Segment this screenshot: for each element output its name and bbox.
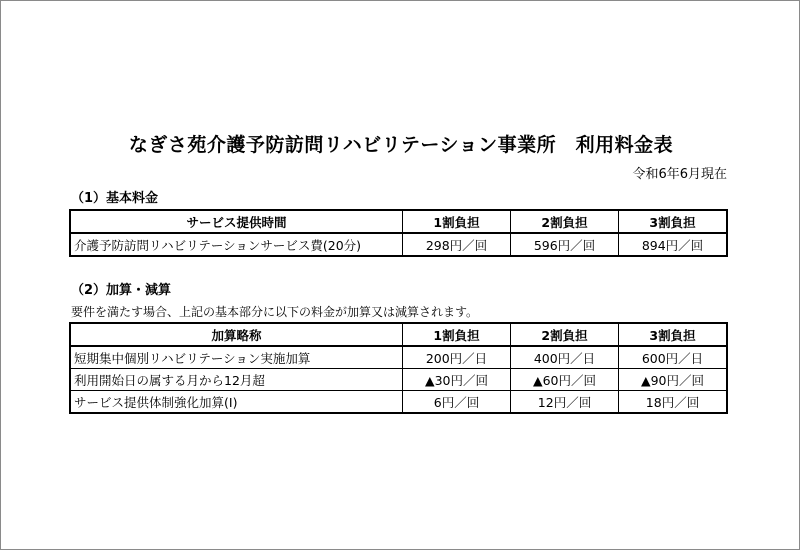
column-header: 3割負担 <box>619 210 728 233</box>
price-cell: 596円／回 <box>511 233 619 256</box>
as-of-date: 令和6年6月現在 <box>632 167 727 182</box>
column-header: 加算略称 <box>70 323 403 346</box>
column-header: 2割負担 <box>511 210 619 233</box>
price-cell: 18円／回 <box>619 391 728 414</box>
price-cell: ▲60円／回 <box>511 369 619 391</box>
column-header: 3割負担 <box>619 323 728 346</box>
table-row <box>70 233 727 256</box>
price-cell: ▲90円／回 <box>619 369 728 391</box>
page-title: なぎさ苑介護予防訪問リハビリテーション事業所 利用料金表 <box>128 134 674 156</box>
table-header-row <box>70 323 727 346</box>
basic-fee-table <box>69 209 728 257</box>
table-row <box>70 346 727 369</box>
price-cell: 200円／日 <box>403 346 511 369</box>
table-row <box>70 369 727 391</box>
section-heading-additions: （2）加算・減算 <box>71 283 172 298</box>
column-header: サービス提供時間 <box>70 210 403 233</box>
section-note: 要件を満たす場合、上記の基本部分に以下の料金が加算又は減算されます。 <box>71 305 479 319</box>
price-cell: 6円／回 <box>403 391 511 414</box>
addition-name-cell: 利用開始日の属する月から12月超 <box>70 369 403 391</box>
section-heading-basic-fee: （1）基本料金 <box>71 191 159 206</box>
table-row <box>70 391 727 414</box>
table-header-row <box>70 210 727 233</box>
addition-name-cell: 短期集中個別リハビリテーション実施加算 <box>70 346 403 369</box>
price-cell: 600円／日 <box>619 346 728 369</box>
service-name-cell: 介護予防訪問リハビリテーションサービス費(20分) <box>70 233 403 256</box>
price-cell: ▲30円／回 <box>403 369 511 391</box>
column-header: 1割負担 <box>403 210 511 233</box>
price-cell: 12円／回 <box>511 391 619 414</box>
price-cell: 400円／日 <box>511 346 619 369</box>
column-header: 1割負担 <box>403 323 511 346</box>
price-cell: 894円／回 <box>619 233 728 256</box>
price-cell: 298円／回 <box>403 233 511 256</box>
addition-name-cell: サービス提供体制強化加算(Ⅰ) <box>70 391 403 414</box>
additions-table <box>69 322 728 414</box>
column-header: 2割負担 <box>511 323 619 346</box>
